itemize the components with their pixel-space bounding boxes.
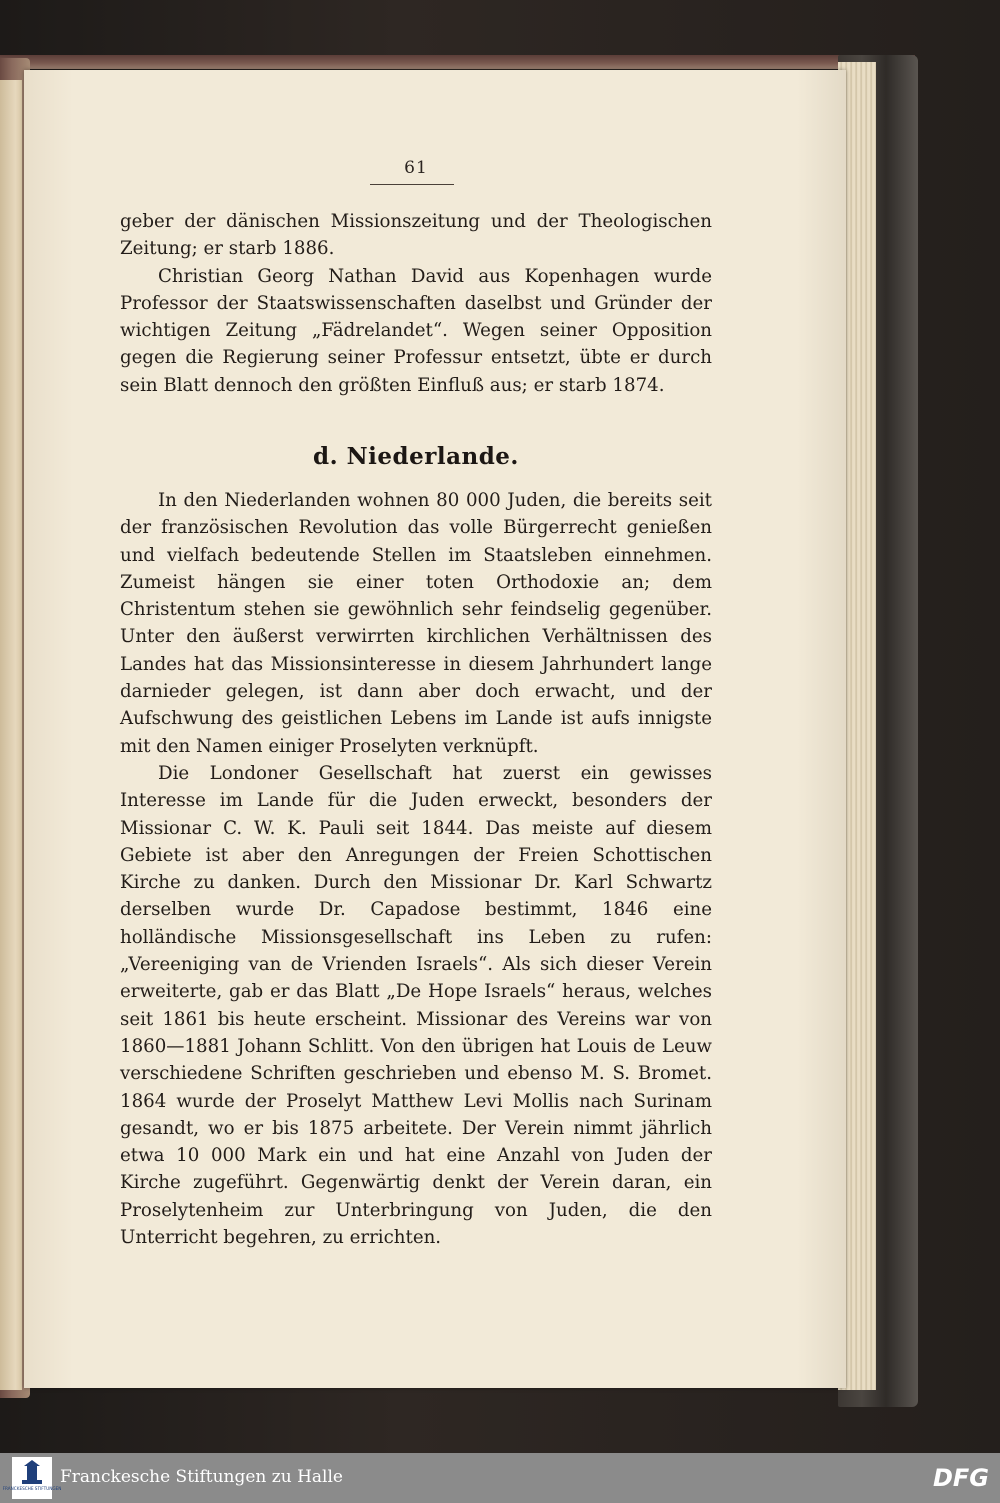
franckesche-logo-icon[interactable] (2, 1457, 62, 1499)
paragraph-david: Christian Georg Nathan David aus Kopenhagen wurde Professor der Staatswissenschaften daselbst und Gründer der wichtigen Zeitung „Fädrelandet“. Wegen seiner Opposition gegen die Regierung seiner Professur entsetzt, übte er durch sein Blatt dennoch den größten Einfluß aus; er starb 1874. (120, 265, 712, 396)
section-heading: d. Niederlande. (313, 443, 519, 470)
text-block-top (120, 208, 712, 399)
paragraph-londoner: Die Londoner Gesellschaft hat zuerst ein gewisses Interesse im Lande für die Juden erweckt, besonders der Missionar C. W. K. Pauli seit 1844. Das meiste auf diesem Gebiete ist aber den Anregungen der Freien Schottischen Kirche zu danken. Durch den Missionar Dr. Karl Schwartz derselben wurde Dr. Capadose bestimmt, 1846 eine holländische Missionsgesellschaft ins Leben zu rufen: „Vereeniging van de Vrienden Israels“. Als sich dieser Verein erweiterte, gab er das Blatt „De Hope Israels“ heraus, welches seit 1861 bis heute erscheint. Missionar des Vereins war von 1860—1881 Johann Schlitt. Von den übrigen hat Louis de Leuw verschiedene Schriften geschrieben und ebenso M. S. Bromet. 1864 wurde der Proselyt Matthew Levi Mollis nach Surinam gesandt, wo er bis 1875 arbeitete. Der Verein nimmt jährlich etwa 10 000 Mark ein und hat eine Anzahl von Juden der Kirche zugeführt. Gegenwärtig denkt der Verein daran, ein Proselytenheim zur Unterbringung von Juden, die den Unterricht begehren, zu errichten. (120, 762, 712, 1249)
text-block-main (120, 487, 712, 1251)
dfg-label: DFG (932, 1464, 990, 1492)
viewer-footer-bar (0, 1453, 1000, 1503)
institution-name: Franckesche Stiftungen zu Halle (60, 1467, 343, 1487)
book-top-cover (0, 55, 915, 69)
page-number: 61 (404, 158, 428, 178)
page-number-rule (370, 184, 454, 185)
paragraph-niederlande: In den Niederlanden wohnen 80 000 Juden, die bereits seit der französischen Revolution das volle Bürgerrecht genießen und vielfach bedeutende Stellen im Staatsleben einnehmen. Zumeist hängen sie einer toten Orthodoxie an; dem Christentum stehen sie gewöhnlich sehr feindselig gegenüber. Unter den äußerst verwirrten kirchlichen Verhältnissen des Landes hat das Missionsinteresse in diesem Jahrhundert lange darnieder gelegen, ist dann aber doch erwacht, und der Aufschwung des geistlichen Lebens im Lande ist aufs innigste mit den Namen einiger Proselyten verknüpft. (120, 490, 712, 757)
paragraph-continuation: geber der dänischen Missionszeitung und der Theologischen Zeitung; er starb 1886. (120, 211, 712, 260)
logo-caption: FRANCKESCHE STIFTUNGEN (2, 1486, 62, 1491)
book-left-leaf (0, 80, 22, 1390)
dfg-logo-icon[interactable] (932, 1462, 990, 1492)
